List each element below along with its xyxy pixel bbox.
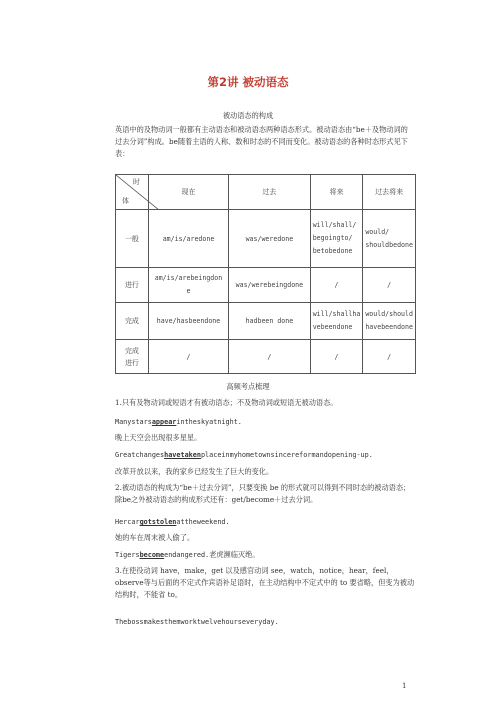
header-present: 现在 <box>148 175 228 210</box>
table-row <box>116 268 416 303</box>
intro-paragraph: 英语中的及物动词一般都有主动语态和被动语态两种语态形式。被动语态由“be＋及物动词的过去分词”构成。be随着主语的人称、数和时态的不同而变化。被动语态的各种时态形式见下表： <box>115 125 408 158</box>
table-cell: would/should havebeendone <box>363 303 416 340</box>
table-cell: / <box>363 268 416 303</box>
example-text: placeinmyhometownsincereformandopening-up. <box>200 451 373 459</box>
row-label: 完成 <box>116 303 149 340</box>
passive-voice-table <box>115 174 416 374</box>
table-cell: / <box>310 268 363 303</box>
example-4 <box>115 549 415 561</box>
example-1-translation: 晚上天空会出现很多星星。 <box>115 433 202 442</box>
table-row <box>116 303 416 340</box>
table-cell: would/ shouldbedone <box>363 210 416 268</box>
header-future: 将来 <box>310 175 363 210</box>
table-cell: will/shallha vebeendone <box>310 303 363 340</box>
point-2: 2.被动语态的构成为“be＋过去分词”，只要变换 be 的形式就可以得到不同时态的被动语态；除be之外被动语态的构成形式还有：get/become＋过去分词。 <box>115 483 411 504</box>
table-corner-cell <box>116 175 149 210</box>
section-heading-composition: 被动语态的构成 <box>222 111 274 120</box>
table-row <box>116 210 416 268</box>
example-highlight: havetaken <box>164 451 201 459</box>
table-cell: / <box>363 340 416 374</box>
corner-label-tense: 时 <box>132 178 140 186</box>
example-3-translation: 她的车在周末被人偷了。 <box>115 533 195 542</box>
table-cell: am/is/arebeingdon e <box>148 268 228 303</box>
page-number: 1 <box>402 682 407 690</box>
example-text: intheskyatnight. <box>176 418 242 426</box>
table-cell: was/werebeingdone <box>229 268 311 303</box>
example-text: Manystars <box>115 418 152 426</box>
example-5: Thebossmakesthemworktwelvehourseveryday. <box>115 618 279 626</box>
table-cell: was/weredone <box>229 210 311 268</box>
point-3: 3.在使役动词 have，make，get 以及感官动词 see，watch，notice，hear，feel，observe等与后面的不定式作宾语补足语时，在主动结构中不定式中的 to 要省略，但变为被动结构时，不能省 to。 <box>115 566 415 599</box>
example-text: attheweekend. <box>176 518 230 526</box>
table-cell: am/is/aredone <box>148 210 228 268</box>
section-heading-keypoints: 高频考点梳理 <box>226 382 270 391</box>
row-label: 进行 <box>116 268 149 303</box>
example-text: Tigers <box>115 551 140 559</box>
table-cell: hadbeen done <box>229 303 311 340</box>
example-highlight: appear <box>151 418 177 426</box>
example-text: Hercar <box>115 518 140 526</box>
table-cell: / <box>229 340 311 374</box>
example-text: endangered. <box>164 551 210 559</box>
example-4-translation: 老虎濒临灭绝。 <box>209 550 260 559</box>
example-2 <box>115 449 415 461</box>
table-cell: will/shall/ begoingto/ betobedone <box>310 210 363 268</box>
table-row <box>116 340 416 374</box>
example-highlight: gotstolen <box>139 518 177 526</box>
row-label: 完成 进行 <box>116 340 149 374</box>
header-past: 过去 <box>229 175 311 210</box>
example-3 <box>115 516 415 528</box>
page-title: 第2讲 被动语态 <box>207 75 289 89</box>
example-1 <box>115 416 415 428</box>
header-past-future: 过去将来 <box>363 175 416 210</box>
corner-label-form: 体 <box>122 197 129 205</box>
table-cell: have/hasbeendone <box>148 303 228 340</box>
row-label: 一般 <box>116 210 149 268</box>
example-highlight: become <box>139 551 165 559</box>
point-1: 1.只有及物动词或短语才有被动语态；不及物动词或短语无被动语态。 <box>115 398 338 407</box>
table-cell: / <box>310 340 363 374</box>
table-cell: / <box>148 340 228 374</box>
example-2-translation: 改革开放以来，我的家乡已经发生了巨大的变化。 <box>115 467 274 476</box>
example-text: Greatchanges <box>115 451 165 459</box>
